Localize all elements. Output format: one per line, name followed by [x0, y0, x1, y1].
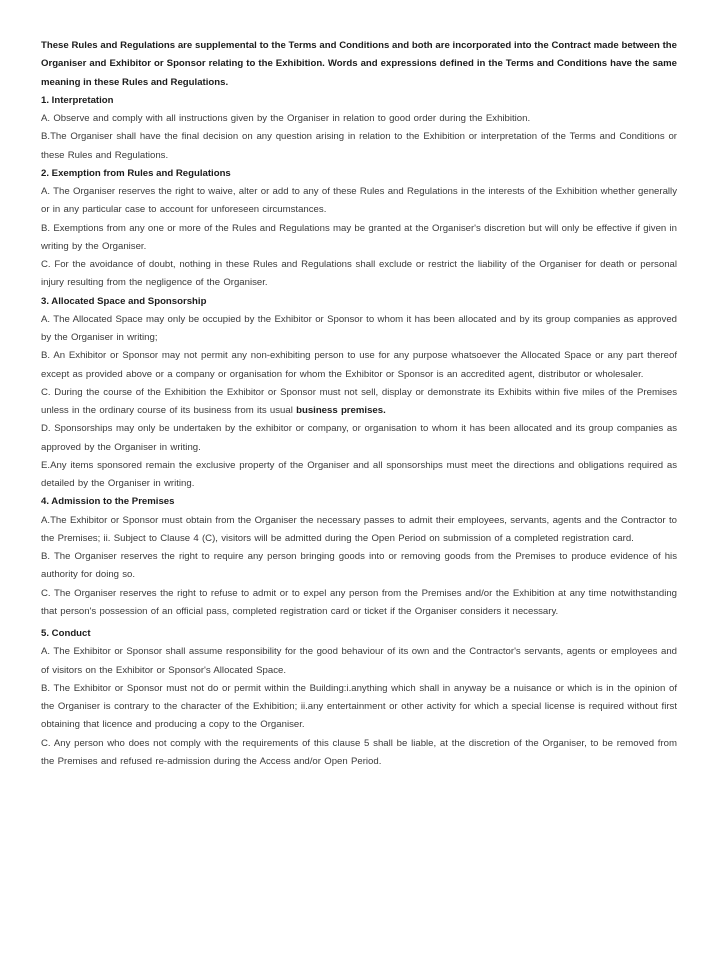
clause-2c: C. For the avoidance of doubt, nothing in these Rules and Regulations shall exclude or restrict the liability of the Organiser for death or personal injury resulting from the negligence of the Organiser. [41, 259, 677, 289]
clause-2b: B. Exemptions from any one or more of the Rules and Regulations may be granted at the Organiser's discretion but will only be effective if given in writing by the Organiser. [41, 222, 677, 252]
rules-document [41, 37, 677, 771]
clause-5c: C. Any person who does not comply with the requirements of this clause 5 shall be liable, at the discretion of the Organiser, to be removed from the Premises and refused re-admission during the Access and/or Open Period. [41, 737, 677, 767]
clause-3c-bold-text: business premises. [296, 405, 386, 416]
clause-3d: D. Sponsorships may only be undertaken by the exhibitor or company, or organisation to whom it has been allocated and its group companies as approved by the Organiser in writing. [41, 423, 677, 453]
clause-3b: B. An Exhibitor or Sponsor may not permit any non-exhibiting person to use for any purpose whatsoever the Allocated Space or any part thereof except as provided above or a company or organisation for whom the Exhibitor or Sponsor is an accredited agent, distributor or wholesaler. [41, 350, 677, 380]
intro-paragraph: These Rules and Regulations are supplemental to the Terms and Conditions and both are incorporated into the Contract made between the Organiser and Exhibitor or Sponsor relating to the Exhibition. Words and expressions defined in the Terms and Conditions have the same meaning in these Rules and Regulations. [41, 40, 677, 88]
clause-3e: E.Any items sponsored remain the exclusive property of the Organiser and all sponsorships must meet the directions and obligations required as detailed by the Organiser in writing. [41, 459, 677, 489]
section-heading-exemption: 2. Exemption from Rules and Regulations [41, 167, 231, 179]
clause-1b: B.The Organiser shall have the final decision on any question arising in relation to the Exhibition or interpretation of the Terms and Conditions or these Rules and Regulations. [41, 131, 677, 161]
clause-5b: B. The Exhibitor or Sponsor must not do or permit within the Building:i.anything which shall in anyway be a nuisance or which is in the opinion of the Organiser is contrary to the character of the Exhibition; ii.any entertainment or other activity for which a special license is required without first obtaining that licence and producing a copy to the Organiser. [41, 682, 677, 731]
clause-2a: A. The Organiser reserves the right to waive, alter or add to any of these Rules and Regulations in the interests of the Exhibition whether generally or in any particular case to account for unforeseen circumstances. [41, 186, 677, 216]
section-heading-interpretation: 1. Interpretation [41, 94, 114, 106]
clause-3c-text: C. During the course of the Exhibition the Exhibitor or Sponsor must not sell, display or demonstrate its Exhibits within five miles of the Premises unless in the ordinary course of its business from its usual [41, 386, 677, 416]
clause-3a: A. The Allocated Space may only be occupied by the Exhibitor or Sponsor to whom it has been allocated and by its group companies as approved by the Organiser in writing; [41, 313, 677, 343]
clause-4a: A.The Exhibitor or Sponsor must obtain from the Organiser the necessary passes to admit their employees, servants, agents and the Contractor to the Premises; ii. Subject to Clause 4 (C), visitors will be admitted during the Open Period on submission of a completed registration card. [41, 514, 677, 544]
clause-3c [41, 384, 677, 421]
clause-5a: A. The Exhibitor or Sponsor shall assume responsibility for the good behaviour of its own and the Contractor's servants, agents or employees and of visitors on the Exhibitor or Sponsor's Allocated Space. [41, 646, 677, 676]
clause-4b: B. The Organiser reserves the right to require any person bringing goods into or removing goods from the Premises to produce evidence of his authority for doing so. [41, 551, 677, 581]
clause-1a: A. Observe and comply with all instructions given by the Organiser in relation to good order during the Exhibition. [41, 113, 531, 124]
section-heading-conduct: 5. Conduct [41, 628, 91, 639]
section-heading-admission: 4. Admission to the Premises [41, 496, 175, 508]
section-heading-allocated-space: 3. Allocated Space and Sponsorship [41, 295, 207, 307]
clause-4c: C. The Organiser reserves the right to refuse to admit or to expel any person from the Premises and/or the Exhibition at any time notwithstanding that person's possession of an official pass, completed registration card or ticket if the Organiser considers it necessary. [41, 587, 677, 617]
